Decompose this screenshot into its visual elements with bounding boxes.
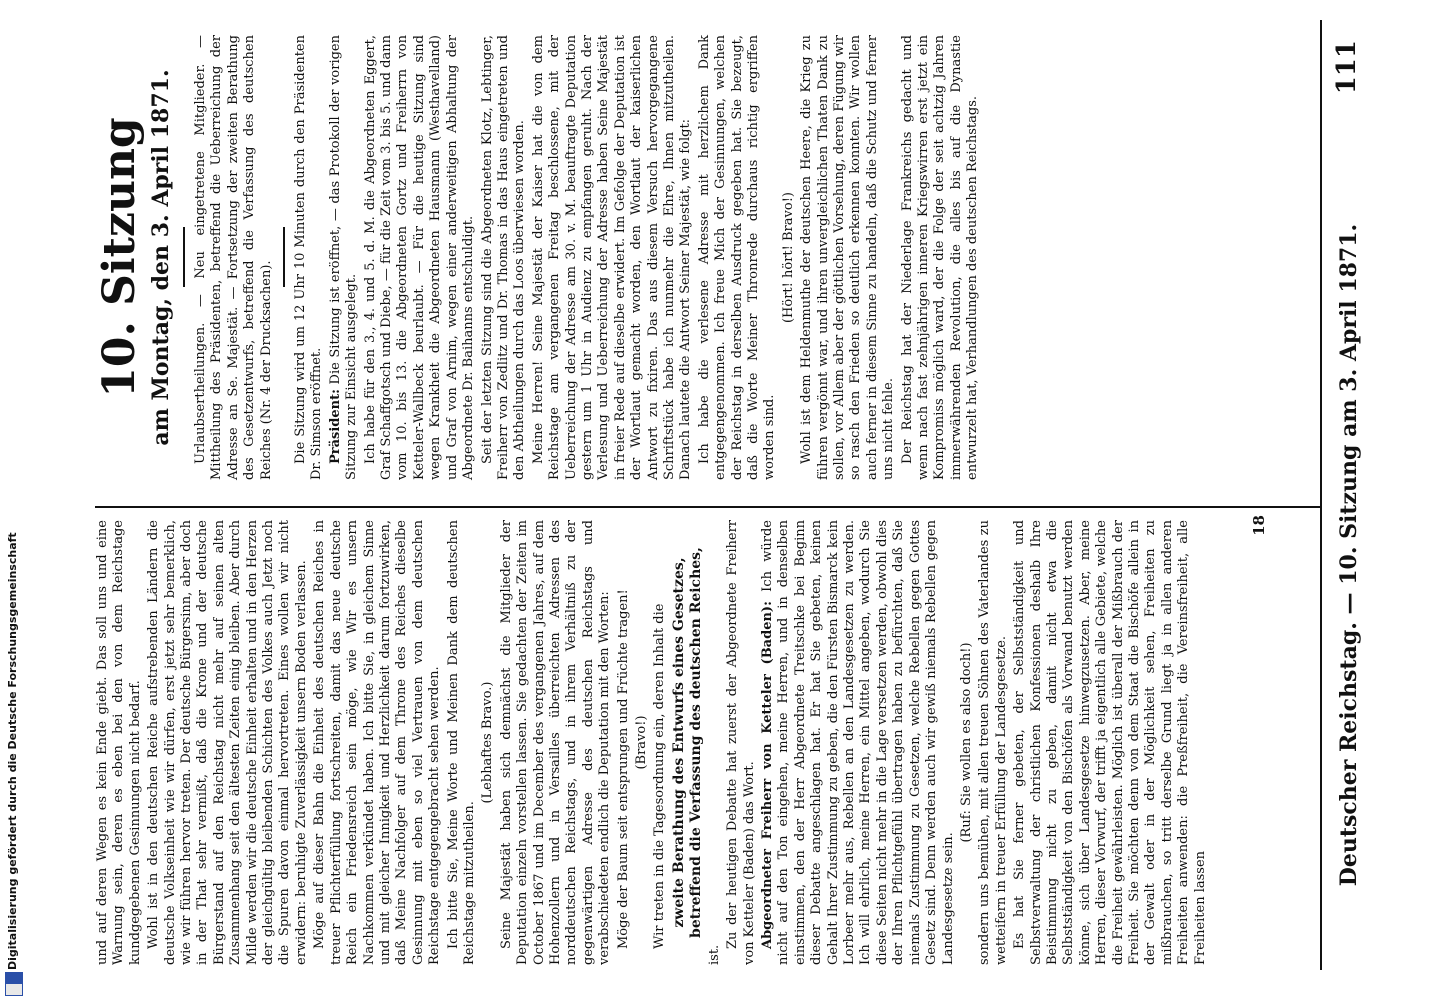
speaker-label: Abgeordneter Freiherr von Ketteler (Baden):: [760, 601, 776, 949]
leave-paragraph: Ich habe für den 3., 4. und 5. d. M. die Abgeordneten Eggert, Graf Schaffgotsch und Diebe, — für die Zeit vom 3. bis 5. und dann vom 10. bis 13. die Abgeordneten Gortz und Freiherrn von Ketteler-Wallbeck beurlaubt. — Für die heutige Sitzung sind wegen Krankheit die Abgeordneten Hausmann (Westhavelland) und Graf von Arnim, wegen einer anderweitigen Abhaltung der Abgeordnete Dr. Baihanns entschuldigt.: [362, 35, 477, 480]
header-rule: [1320, 20, 1322, 970]
dfg-logo-icon: [5, 972, 23, 996]
paragraph: Wohl ist in den deutschen Reiche aufstrebenden Ländern die deutsche Volkseinheit wie wir dürfen, erst jetzt sehr bemerklich, wie wir führen hervor treten. Der deutsche Bürgersinn, aber doch in der That sehr vermißt, daß die Krone und der deutsche Bürgerstand auf den Reichstag nicht mehr auf seinen alten Zusammenhang seit den ältesten Zeiten einig bleiben. Aber durch Milde werden wir die deutsche Einheit erhalten und in den Herzen der gleichgültig bleibenden Schichten des Volkes auch Jetzt noch die Spuren davon einmal hervortreten. Eines wollen wir nicht erwidern: beruhigte Zuverlässigkeit unsern Boden verlassen.: [146, 520, 309, 965]
running-header: [1332, 30, 1376, 970]
speaker-text: Ich würde nicht auf den Ton eingehen, meine Herren, und in denselben einstimmen, den der Herr Abgeordnete Treitschke bei Beginn dieser Debatte angeschlagen hat. Er hat Sie gebeten, keinen Gehalt Ihrer Zustimmung zu geben, die den Fürsten Bismarck kein Lorbeer mehr aus, Rebellen an den Landesgesetzen zu werden. Ich will ehrlich, meine Herren, ein Mittel angeben, wodurch Sie diese Seiten nicht mehr in die Lage versetzen werden, obwohl dies der Ihren Pflichtgefühl übertragen haben zu befürchten, daß Sie niemals Zustimmung zu Gesetzen, welche Rebellen gegen Gottes Gesetz sind. Denn werden auch wir gewiß niemals Rebellen gegen Landesgesetze sein.: [760, 519, 956, 965]
session-date: am Montag, den 3. April 1871.: [148, 69, 174, 446]
column-divider: [95, 506, 1320, 508]
new-members-paragraph: Seit der letzten Sitzung sind die Abgeordneten Klotz, Lebtinger, Freiherr von Zedlitz und Dr. Thomas in das Haus eingetreten und den Abtheilungen durch das Loos überwiesen worden.: [479, 35, 528, 480]
interjection: (Hört! hört! Bravo!): [780, 192, 796, 324]
emperor-paragraph: Der Reichstag hat der Niederlage Frankreichs gedacht und wenn nach fast zehnjährigen inneren Kriegswirren erst jetzt ein Kompromiss möglich ward, der die Folge der seit achtzig Jahren immerwährenden Revolution, die alles bis auf die Dynastie entwurzelt hat, Verhandlungen des deutschen Reichstags.: [899, 35, 981, 480]
president-text: Die Sitzung ist eröffnet, — das Protokoll der vorigen Sitzung zur Einsicht ausgelegt.: [327, 35, 360, 480]
digitization-strip: [0, 0, 26, 1000]
paragraph: Seine Majestät haben sich demnächst die Mitglieder der Deputation einzeln vorstellen lassen. Sie gedachten der Zeiten im October 1867 und im December des vergangenen Jahres, auf dem Hohenzollern und in Versailles überreichten Adressen des norddeutschen Reichstags, und in ihrem Verhältniß zu der gegenwärtigen Adresse des deutschen Reichstags und verabschiedeten endlich die Deputation mit den Worten:: [498, 520, 613, 965]
digitization-credit: Digitalisierung gefördert durch die Deutsche Forschungsgemeinschaft: [6, 532, 19, 970]
interjection: (Ruf: Sie wollen es also doch!): [958, 642, 974, 843]
paragraph: Ich bitte Sie, Meine Worte und Meinen Dank dem deutschen Reichstage mitzutheilen.: [445, 520, 477, 965]
peace-paragraph: Wohl ist dem Heldenmuthe der deutschen Heere, die Krieg zu führen vergönnt war, und ihren unvergleichlichen Thaten Dank zu sollen, vor Allem aber der göttlichen Vorsehung, deren Fügung wir so rasch den Frieden so deutlich erkennen konnten. Wir wollen auch ferner in diesem Sinne zu handeln, daß die Schutz und ferner uns nicht fehle.: [799, 35, 897, 480]
paragraph: Möge auf dieser Bahn die Einheit des deutschen Reiches in treuer Pflichterfüllung fortschreiten, damit das neue deutsche Reich ein Friedensreich sein möge, wie Wir es unsern Nachkommen verkündet haben. Ich bitte Sie, in gleichem Sinne und mit gleicher Innigkeit und Herzlichkeit darum fortzuwirken, daß Meine Nachfolger auf dem Throne des Reiches dieselbe Gesinnung mit eben so viel Vertrauen von dem deutschen Reichstage entgegengebracht sehen werden.: [312, 520, 443, 965]
address-paragraph: Meine Herren! Seine Majestät der Kaiser hat die von dem Reichstage am vergangenen Freitag beschlossene, mit der Ueberreichung der Adresse am 30. v. M. beauftragte Deputation gestern um 1 Uhr in Audienz zu empfangen geruht. Nach der Verlesung und Ueberreichung der Adresse haben Seine Majestät in freier Rede auf dieselbe erwidert. Im Gefolge der Deputation ist der Wortlaut gemacht worden, den Wortlaut der kaiserlichen Antwort zu fixiren. Das aus diesem Versuch hervorgegangene Schriftstück habe ich nunmehr die Ehre, Ihnen mitzutheilen. Danach lautete die Antwort Seiner Majestät, wie folgt:: [530, 35, 694, 480]
agenda-heading: zweite Berathung des Entwurfs eines Gesetzes, betreffend die Verfassung des deutschen Reiches,: [670, 547, 704, 938]
running-title: Deutscher Reichstag. — 10. Sitzung am 3. April 1871.: [1336, 223, 1362, 887]
paragraph: Zu der heutigen Debatte hat zuerst der Abgeordnete Freiherr von Ketteler (Baden) das Wort.: [725, 520, 757, 965]
continuation-paragraph: und auf deren Wegen es kein Ende giebt. Das soll uns und eine Warnung sein, deren es eben bei den von dem Reichstage kundgegebenen Gesinnungen nicht bedarf.: [95, 520, 143, 965]
paragraph: Es hat Sie ferner gebeten, der Selbstständigkeit und Selbstverwaltung der christlichen Konfessionen deshalb Ihre Beistimmung nicht zu geben, damit nicht etwa die Selbstständigkeit von den Bischöfen als Vorwand benutzt werden könne, sich über Landesgesetze hinwegzusetzen. Aber, meine Herren, dieser Vorwurf, der trifft ja eigentlich alle Gebiete, welche die Freiheit gewährleisten. Möglich ist überall der Mißbrauch der Freiheit. Sie möchten denn von dem Staat die Bischöfe allein in der Gewalt oder in der Möglichkeit sehen, Freiheiten zu mißbrauchen, so tritt derselbe Grund liegt ja in allen anderen Freiheiten anwenden: die Preßfreiheit, die Vereinsfreiheit, alle Freiheiten lassen: [1012, 520, 1208, 965]
president-label: Präsident:: [327, 389, 343, 464]
president-paragraph: [328, 35, 361, 480]
title-rule: [183, 228, 185, 288]
left-column: [95, 35, 984, 480]
agenda-rule: [283, 228, 285, 288]
reply-paragraph: Ich habe die verlesene Adresse mit herzlichem Dank entgegengenommen. Ich freue Mich der Gesinnungen, welchen der Reichstag in derselben Ausdruck gegeben hat. Sie bezeugt, daß die Worte Meiner Thronrede durchaus richtig ergriffen worden sind.: [696, 35, 778, 480]
opening-paragraph: Die Sitzung wird um 12 Uhr 10 Minuten durch den Präsidenten Dr. Simson eröffnet.: [293, 35, 325, 480]
speaker-paragraph: [760, 520, 957, 965]
paragraph: ist.: [706, 944, 722, 965]
page-number: 111: [1332, 40, 1362, 95]
session-title: 10. Sitzung: [94, 117, 145, 398]
paragraph: Möge der Baum seit entsprungen und Früchte tragen!: [615, 589, 631, 949]
interjection: (Lebhaftes Bravo.): [480, 681, 496, 804]
paragraph: Wir treten in die Tagesordnung ein, deren Inhalt die: [652, 603, 668, 949]
interjection: (Bravo!): [634, 715, 649, 770]
right-column: [95, 520, 1211, 965]
paragraph: sondern uns bemühen, mit allen treuen Söhnen des Vaterlandes zu wetteifern in treuer Erfüllung der Landesgesetze.: [977, 520, 1009, 965]
page-signature: 18: [1250, 515, 1268, 536]
agenda-summary: Urlaubsertheilungen. — Neu eingetretene Mitglieder. — Mittheilung des Präsidenten, betreffend die Ueberreichung der Adresse an Se. Majestät. — Fortsetzung der zweiten Berathung des Gesetzentwurfs, betreffend die Verfassung des deutschen Reiches (Nr. 4 der Drucksachen).: [193, 35, 274, 480]
